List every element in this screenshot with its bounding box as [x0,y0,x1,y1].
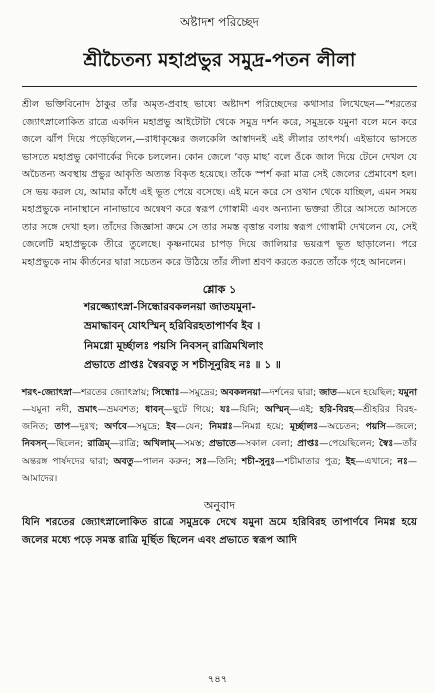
verse-line: শরজ্জ্যোৎস্না-সিন্ধোরবকলনয়া জাতযমুনা- [84,300,256,313]
synonym-word: পয়সি [365,421,386,433]
synonym-word: নিমগ্নঃ [209,421,233,433]
synonym-meaning: জলে; [395,421,418,433]
synonym-word: যমুনা [398,386,417,398]
synonym-word: প্রভাতে [209,438,236,450]
title-divider [22,86,417,87]
synonym-meaning: শরতের জ্যোৎস্নায়; [81,386,150,398]
synonym-meaning: দর্শনের দ্বারা; [269,386,317,398]
verse-heading: শ্লোক ১ [202,282,237,296]
synonym-meaning: সকাল বেলা; [245,438,293,450]
synonym-word: স্বৈঃ [379,438,394,450]
chapter-title: শ্রীচৈতন্য মহাপ্রভুর সমুদ্র-পতন লীলা [83,50,356,71]
synonym-word: অস্মিন্ [264,403,290,415]
synonym-meaning: শচীমাতার পুত্র; [284,455,341,467]
synonym-word: ইব [166,421,177,433]
synonym-word: তাপ [54,421,71,433]
word-for-word-synonyms: শরৎ-জ্যোৎস্না—শরতের জ্যোৎস্নায়; সিন্ধোঃ—সমুদ্রের; অবকলনয়া—দর্শনের দ্বারা; জাত—মনে হয়েছিল; যমুনা—যমুনা নদী, ভ্রমাৎ—ভ্রমবশত; ধাবন্—ছুটে গিয়ে; যঃ—যিনি; অস্মিন্—এই; হরি-বিরহ—শ্রীহরির বিরহ-জনিত; তাপ—দুঃখ; অর্ণবে—সমুদ্রে; ইব—যেন; নিমগ্নঃ—নিমগ্ন হয়ে; মূর্চ্ছালঃ—অচেতন; পয়সি—জলে; নিবসন্—ছিলেন; রাত্রিম্—রাত্রি; অখিলাম্—সমস্ত; প্রভাতে—সকাল বেলা; প্রাপ্তঃ—পেয়েছিলেন; স্বৈঃ—তাঁর অন্তরঙ্গ পার্ষদদের দ্বারা; অবতু—পালন করুন; সঃ—তিনি; শচী-সুনুঃ—শচীমাতার পুত্র; ইহ—এখানে; নঃ—আমাদের। [22,386,418,485]
synonym-meaning: সমুদ্রে; [136,421,161,433]
synonym-word: অবকলনয়া [220,386,261,398]
synonym-meaning: এখানে; [364,455,393,467]
verse-block [22,298,417,376]
synonym-word: যঃ [220,403,231,415]
chapter-label: অষ্টাদশ পরিচ্ছেদ [180,15,259,29]
verse-line: ভ্রমাদ্ধাবন্ যোঽস্মিন্ হরিবিরহতাপার্ণব ইব । [84,320,261,333]
synonym-word: অর্ণবে [104,421,127,433]
synonym-meaning: পালন করুন; [142,455,192,467]
synonym-word: অবতু [113,455,134,467]
synonym-meaning: যিনি; [239,403,259,415]
synonym-meaning: ছুটে গিয়ে; [172,403,215,415]
synonym-meaning: সমস্ত; [183,438,205,450]
synonym-meaning: পেয়েছিলেন; [328,438,375,450]
synonym-meaning: তাঁর অন্তরঙ্গ পার্ষদদের দ্বারা; [22,438,418,467]
chapter-summary: শ্রীল ভক্তিবিনোদ ঠাকুর তাঁর অমৃত-প্রবাহ ভাষ্যে অষ্টাদশ পরিচ্ছেদের কথাসার লিখেছেন—“শরতের জ্যোৎস্নালোকিত রাত্রে একদিন মহাপ্রভু আইটোটা থেকে সমুদ্র দর্শন করে, সমুদ্রকে যমুনা বলে মনে করে জলে ঝাঁপ দিয়ে পড়েছিলেন,—রাধাকৃষ্ণের জলকেলি আস্বাদনই এই লীলার তাৎপর্য। এইভাবে ভাসতে ভাসতে মহাপ্রভু কোণার্কের দিকে চললেন। কোন জেলে ‘বড় মাছ’ বলে ওঁকে জাল দিয়ে টেনে দেখল যে অচৈতন্য অবস্থায় প্রভুর আকৃতি অত্যন্ত বিকৃত হয়েছে। তাঁকে স্পর্শ করা মাত্র সেই জেলের প্রেমাবেশ হল। সে ভয় করল যে, আমার কাঁধে এই ভূত পেয়ে বসেছে। এই মনে করে সে ওখান থেকে যাচ্ছিল, এমন সময় মহাপ্রভুকে নানাস্থানে নানাভাবে অন্বেষণ করে স্বরূপ গোস্বামী এবং অন্যান্য ভক্তরা তীরে আসতে আসতে তার সঙ্গে দেখা হল। তাঁদের জিজ্ঞাসা ক্রমে সে তার সমস্ত বৃত্তান্ত বলায় স্বরূপ গোস্বামী দেখলেন যে, সেই জেলেটি মহাপ্রভুকে তীরে তুলেছে। কৃষ্ণনামের চাপড় দিয়ে জালিয়ার ভয়রূপ ভূত ছাড়ালেন। পরে মহাপ্রভুকে নাম কীর্তনের দ্বারা সচেতন করে উঠিয়ে তাঁর লীলা শ্রবণ করতে করতে তাঁকে গৃহে আনলেন। [22,99,417,268]
synonym-word: ভ্রমাৎ [77,403,98,415]
synonym-meaning: ছিলেন; [55,438,84,450]
page-number: ৭৪৭ [207,674,228,685]
verse-line: প্রভাতে প্রাপ্তঃ স্বৈরবতু স শচীসূনুরিহ নঃ ॥ ১ ॥ [84,359,281,372]
synonym-word: শচী-সুনুঃ [241,455,276,467]
verse-line: নিমগ্নো মূর্চ্ছালঃ পয়সি নিবসন্ রাত্রিমখিলাং [84,339,264,352]
synonym-meaning: যেন; [185,421,203,433]
synonym-meaning: আমাদের। [22,473,58,485]
translation-heading: অনুবাদ [203,498,236,512]
synonym-word: হরি-বিরহ [319,403,354,415]
synonym-word: ধাবন্ [145,403,164,415]
synonym-meaning: অচেতন; [327,421,360,433]
synonym-word: নঃ [397,455,408,467]
synonym-word: শরৎ-জ্যোৎস্না [22,386,72,398]
synonym-word: নিবসন্ [22,438,47,450]
synonym-word: সঃ [196,455,207,467]
synonym-meaning: নিমগ্ন হয়ে; [241,421,284,433]
synonym-meaning: ভ্রমবশত; [106,403,139,415]
synonym-word: সিন্ধোঃ [152,386,180,398]
synonym-meaning: এই; [298,403,314,415]
synonym-word: প্রাপ্তঃ [297,438,320,450]
synonym-word: অখিলাম্ [143,438,175,450]
synonym-word: জাত [319,386,338,398]
synonym-meaning: যমুনা নদী, [31,403,72,415]
synonym-meaning: দুঃখ; [79,421,99,433]
synonym-meaning: সমুদ্রের; [188,386,218,398]
synonym-meaning: মনে হয়েছিল; [346,386,396,398]
synonym-meaning: শ্রীহরির বিরহ-জনিত; [22,403,418,433]
translation-text: যিনি শরতের জ্যোৎস্নালোকিত রাত্রে সমুদ্রকে দেখে যমুনা ভ্রমে হরিবিরহ তাপার্ণবে নিমগ্ন হয়ে জলের মধ্যে পড়ে সমস্ত রাত্রি মূর্ছিত ছিলেন এবং প্রভাতে স্বরূপ আদি [22,516,417,547]
synonym-word: ইহ [345,455,356,467]
synonym-meaning: তিনি; [216,455,237,467]
synonym-word: রাত্রিম্ [87,438,110,450]
synonym-meaning: রাত্রি; [118,438,140,450]
synonym-word: মূর্চ্ছালঃ [289,421,319,433]
